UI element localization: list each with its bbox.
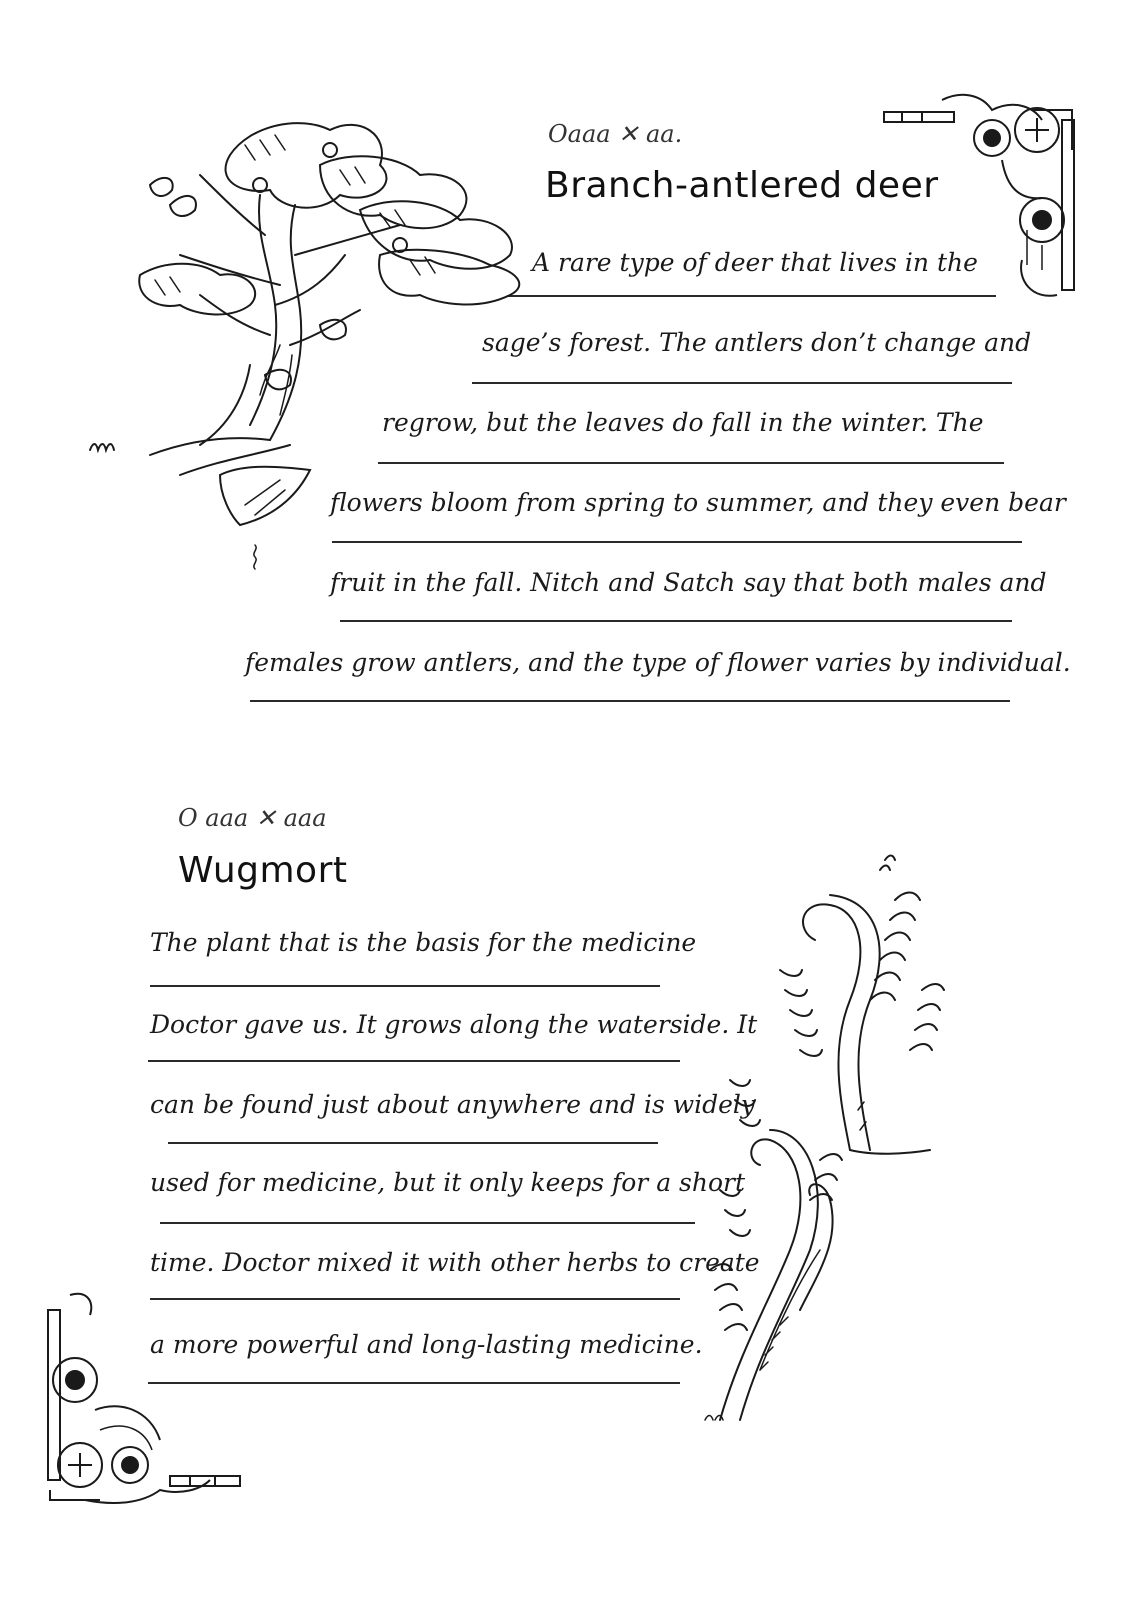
entry2-line: a more powerful and long-lasting medicine. bbox=[150, 1330, 703, 1359]
entry2-rule bbox=[148, 1060, 680, 1062]
entry2-line: The plant that is the basis for the medicine bbox=[150, 928, 697, 957]
entry2-line: Doctor gave us. It grows along the waterside. It bbox=[150, 1010, 758, 1039]
entry1-rule bbox=[340, 620, 1012, 622]
entry2-title: Wugmort bbox=[178, 850, 348, 891]
entry1-rule bbox=[250, 700, 1010, 702]
entry1-title: Branch-antlered deer bbox=[545, 165, 939, 206]
antler-tree-illustration bbox=[80, 95, 540, 585]
wugmort-plant-illustration bbox=[700, 850, 970, 1430]
entry2-rule bbox=[150, 985, 660, 987]
entry1-rule bbox=[472, 382, 1012, 384]
entry1-line: A rare type of deer that lives in the bbox=[532, 248, 978, 277]
entry1-line: regrow, but the leaves do fall in the winter. The bbox=[382, 408, 984, 437]
gear-ornament-top-right bbox=[882, 90, 1082, 310]
entry2-rule bbox=[168, 1142, 658, 1144]
entry1-scribble: Oaaa ✕ aa. bbox=[548, 120, 683, 148]
entry2-line: used for medicine, but it only keeps for a short bbox=[150, 1168, 746, 1197]
entry1-line: sage’s forest. The antlers don’t change and bbox=[482, 328, 1032, 357]
entry2-line: time. Doctor mixed it with other herbs to create bbox=[150, 1248, 760, 1277]
entry2-rule bbox=[160, 1222, 695, 1224]
entry1-line: flowers bloom from spring to summer, and they even bear bbox=[330, 488, 1066, 517]
entry1-line: fruit in the fall. Nitch and Satch say that both males and bbox=[330, 568, 1047, 597]
entry2-scribble: O aaa ✕ aaa bbox=[178, 804, 327, 832]
entry1-line: females grow antlers, and the type of flower varies by individual. bbox=[245, 648, 1071, 677]
entry2-line: can be found just about anywhere and is widely bbox=[150, 1090, 756, 1119]
gear-ornament-bottom-left bbox=[40, 1290, 250, 1510]
